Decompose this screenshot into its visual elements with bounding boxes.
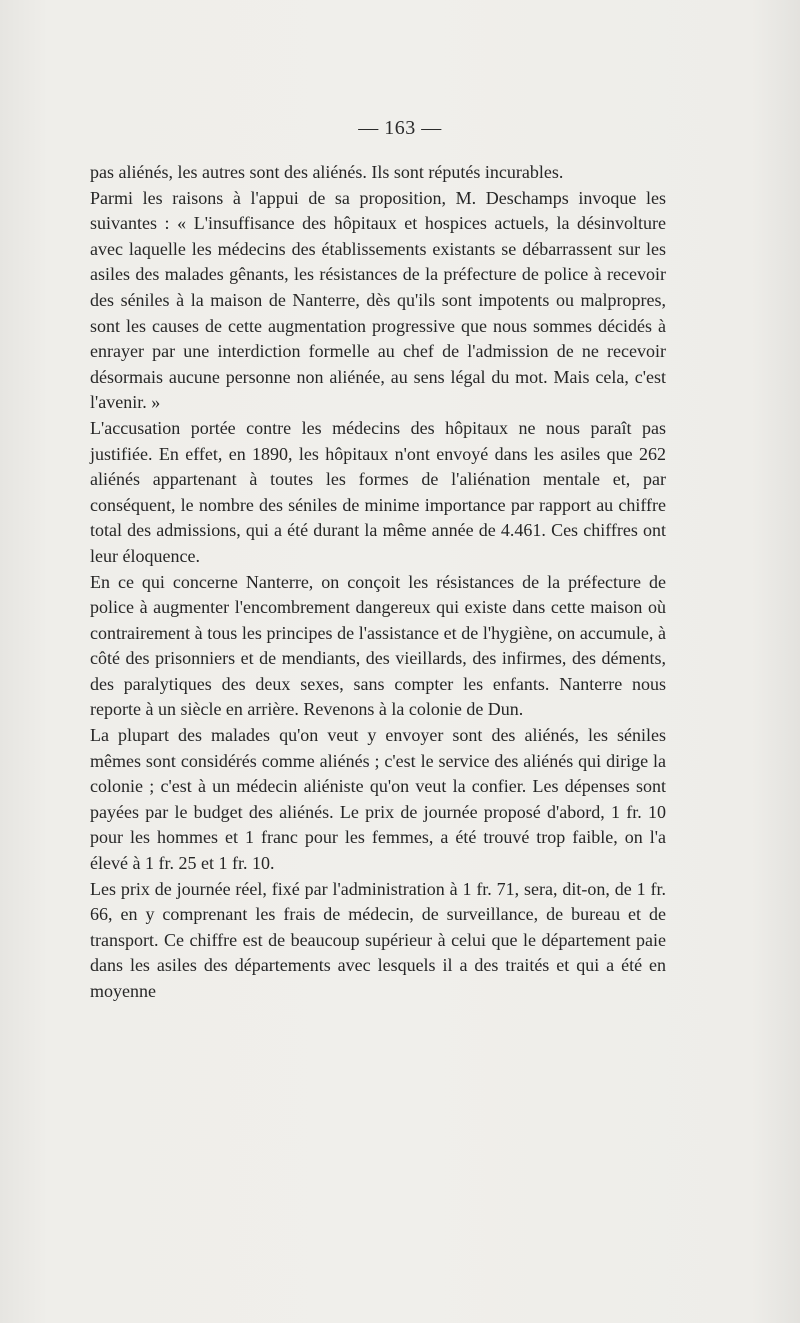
paragraph-2: Parmi les raisons à l'appui de sa proposition, M. Deschamps invoque les suivantes : « L'insuffisance des hôpitaux et hospices actuels, la désinvolture avec laquelle les médecins des établissements existants se débarrassent sur les asiles des malades gênants, les résistances de la préfecture de police à recevoir des séniles à la maison de Nanterre, dès qu'ils sont impotents ou malpropres, sont les causes de cette augmentation progressive que nous sommes décidés à enrayer par une interdiction formelle au chef de l'admission de ne recevoir désormais aucune personne non aliénée, au sens légal du mot. Mais cela, c'est l'avenir. » — [90, 187, 666, 413]
paragraph-1: pas aliénés, les autres sont des aliénés. Ils sont réputés incurables. — [90, 162, 564, 182]
paragraph-6: Les prix de journée réel, fixé par l'administration à 1 fr. 71, sera, dit-on, de 1 fr. 66, en y comprenant les frais de médecin, de surveillance, de bureau et de transport. Ce chiffre est de beaucoup supérieur à celui que le département paie dans les asiles des départements avec lesquels il a des traités et qui a été en moyenne — [90, 878, 666, 1001]
page-number: — 163 — — [358, 117, 442, 139]
paragraph-5: La plupart des malades qu'on veut y envoyer sont des aliénés, les séniles mêmes sont considérés comme aliénés ; c'est le service des aliénés qui dirige la colonie ; c'est à un médecin aliéniste qu'on veut la confier. Les dépenses sont payées par le budget des aliénés. Le prix de journée proposé d'abord, 1 fr. 10 pour les hommes et 1 franc pour les femmes, a été trouvé trop faible, on l'a élevé à 1 fr. 25 et 1 fr. 10. — [90, 725, 666, 874]
paragraph-3: L'accusation portée contre les médecins des hôpitaux ne nous paraît pas justifiée. En effet, en 1890, les hôpitaux n'ont envoyé dans les asiles que 262 aliénés appartenant à toutes les formes de l'aliénation mentale et, par conséquent, le nombre des séniles de minime importance par rapport au chiffre total des admissions, qui a été durant la même année de 4.461. Ces chiffres ont leur éloquence. — [90, 417, 666, 566]
body-text — [90, 160, 666, 1005]
paragraph-4: En ce qui concerne Nanterre, on conçoit les résistances de la préfecture de police à augmenter l'encombrement dangereux qui existe dans cette maison où contrairement à tous les principes de l'assistance et de l'hygiène, on accumule, à côté des prisonniers et de mendiants, des vieillards, des infirmes, des déments, des paralytiques des deux sexes, sans compter les enfants. Nanterre nous reporte à un siècle en arrière. Revenons à la colonie de Dun. — [90, 571, 666, 720]
